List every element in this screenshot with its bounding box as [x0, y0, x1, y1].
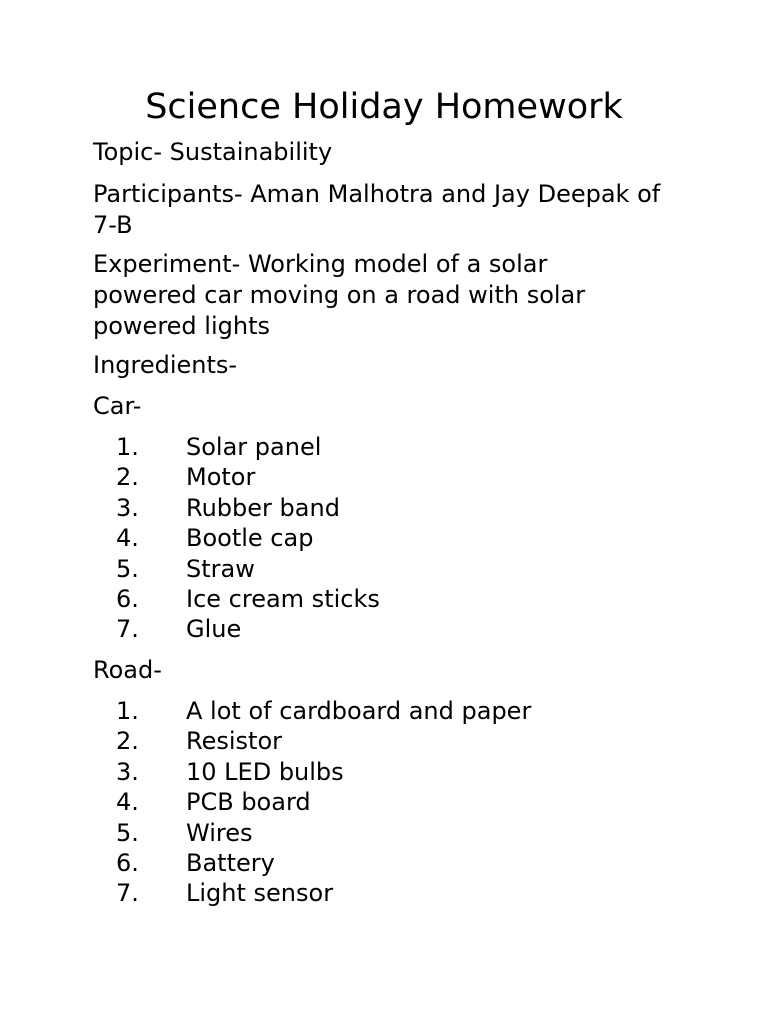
list-item-number: 3. [116, 757, 139, 786]
list-item-number: 2. [116, 463, 139, 492]
list-item-text: Resistor [186, 727, 282, 756]
list-item-number: 6. [116, 584, 139, 613]
list-item [93, 848, 693, 878]
list-item [93, 554, 693, 584]
list-item-number: 7. [116, 615, 139, 644]
road-heading: Road- [93, 656, 162, 684]
list-item-text: Wires [186, 818, 253, 847]
ingredients-heading: Ingredients- [93, 351, 238, 379]
car-ingredients-list [93, 432, 693, 645]
list-item-number: 2. [116, 727, 139, 756]
car-heading: Car- [93, 392, 142, 420]
list-item-number: 1. [116, 433, 139, 461]
list-item-text: Bootle cap [186, 524, 314, 553]
list-item-number: 4. [116, 524, 139, 553]
list-item-number: 5. [116, 554, 139, 583]
list-item [93, 432, 693, 462]
topic-line: Topic- Sustainability [93, 138, 333, 166]
list-item [93, 787, 693, 817]
list-item-number: 4. [116, 788, 139, 817]
list-item-text: A lot of cardboard and paper [186, 697, 532, 725]
list-item-text: Battery [186, 848, 275, 877]
list-item [93, 493, 693, 523]
road-ingredients-list [93, 696, 693, 909]
list-item-text: Glue [186, 615, 242, 644]
list-item-text: Straw [186, 554, 255, 583]
page-title: Science Holiday Homework [145, 87, 623, 127]
list-item [93, 878, 693, 908]
list-item [93, 757, 693, 787]
list-item [93, 462, 693, 492]
list-item-number: 7. [116, 879, 139, 908]
list-item-number: 6. [116, 848, 139, 877]
list-item-text: 10 LED bulbs [186, 757, 344, 786]
list-item [93, 584, 693, 614]
participants-line: Participants- Aman Malhotra and Jay Deepak of 7-B [93, 180, 661, 239]
list-item [93, 523, 693, 553]
list-item-text: Ice cream sticks [186, 584, 380, 613]
list-item-text: Rubber band [186, 493, 340, 522]
list-item-text: PCB board [186, 788, 311, 817]
list-item [93, 614, 693, 644]
list-item-number: 1. [116, 697, 139, 725]
list-item-number: 5. [116, 818, 139, 847]
list-item-text: Light sensor [186, 879, 334, 908]
list-item [93, 818, 693, 848]
list-item [93, 726, 693, 756]
list-item [93, 696, 693, 726]
list-item-text: Motor [186, 463, 256, 492]
list-item-number: 3. [116, 493, 139, 522]
experiment-line: Experiment- Working model of a solar powered car moving on a road with solar powered lights [93, 250, 586, 340]
list-item-text: Solar panel [186, 433, 322, 461]
